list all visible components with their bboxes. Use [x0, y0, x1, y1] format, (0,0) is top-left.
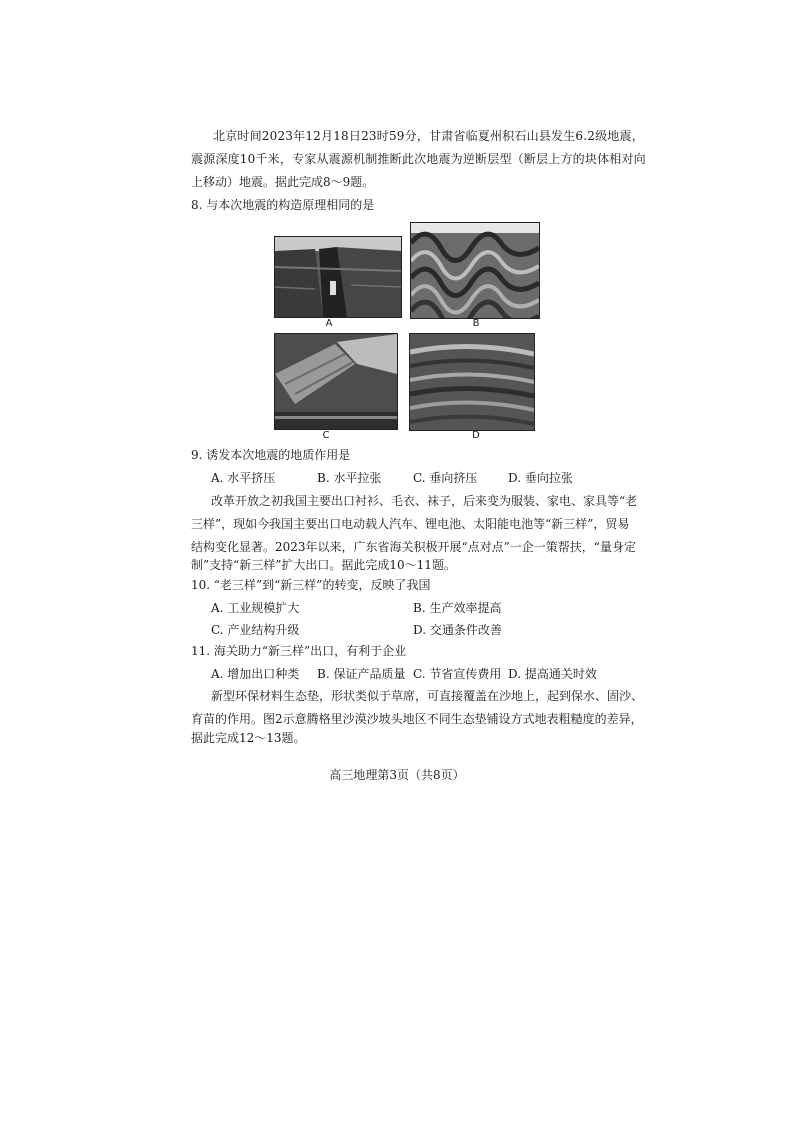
photo-a-label: A — [325, 318, 333, 329]
q10-option-b: B. 生产效率提高 — [413, 601, 502, 615]
q11-option-c: C. 节省宣传费用 — [413, 667, 502, 681]
q11-option-b: B. 保证产品质量 — [317, 667, 406, 681]
intro3-line2: 育苗的作用。图2示意腾格里沙漠沙坡头地区不同生态垫铺设方式地表粗糙度的差异， — [191, 712, 643, 726]
q11-option-a: A. 增加出口种类 — [211, 667, 300, 681]
intro2-line2: 三样”，现如今我国主要出口电动载人汽车、锂电池、太阳能电池等“新三样”，贸易 — [191, 517, 630, 531]
intro2-line3: 结构变化显著。2023年以来，广东省海关积极开展“点对点”一企一策帮扶，“量身定 — [191, 540, 636, 554]
photo-d-label: D — [472, 430, 480, 441]
q9-option-b: B. 水平拉张 — [317, 471, 382, 485]
q9-option-d: D. 垂向拉张 — [508, 471, 573, 485]
page-footer: 高三地理第3页（共8页） — [329, 768, 465, 782]
intro3-line3: 据此完成12～13题。 — [191, 731, 306, 745]
intro3-line1: 新型环保材料生态垫，形状类似于草席，可直接覆盖在沙地上，起到保水、固沙、 — [211, 689, 644, 703]
q8-stem: 8. 与本次地震的构造原理相同的是 — [191, 198, 375, 212]
intro2-line4: 制”支持“新三样”扩大出口。据此完成10～11题。 — [191, 558, 456, 572]
q9-option-c: C. 垂向挤压 — [413, 471, 478, 485]
intro1-line1: 北京时间2023年12月18日23时59分，甘肃省临夏州积石山县发生6.2级地震， — [213, 129, 644, 143]
q11-stem: 11. 海关助力“新三样”出口，有利于企业 — [191, 644, 407, 658]
intro1-line3: 上移动）地震。据此完成8～9题。 — [191, 175, 375, 189]
intro1-line2: 震源深度10千米，专家从震源机制推断此次地震为逆断层型（断层上方的块体相对向 — [191, 152, 646, 166]
q9-stem: 9. 诱发本次地震的地质作用是 — [191, 448, 351, 462]
photo-c-label: C — [322, 430, 330, 441]
q11-option-d: D. 提高通关时效 — [508, 667, 597, 681]
photo-b-folds — [410, 222, 540, 319]
photo-c-fault — [274, 333, 398, 430]
q10-option-c: C. 产业结构升级 — [211, 623, 300, 637]
intro2-line1: 改革开放之初我国主要出口衬衫、毛衣、袜子，后来变为服装、家电、家具等“老 — [211, 494, 638, 508]
photo-d-strata — [409, 333, 535, 431]
q10-stem: 10. “老三样”到“新三样”的转变，反映了我国 — [191, 578, 431, 592]
q10-option-a: A. 工业规模扩大 — [211, 601, 300, 615]
photo-a-canyon — [274, 236, 402, 318]
q10-option-d: D. 交通条件改善 — [413, 623, 502, 637]
q9-option-a: A. 水平挤压 — [211, 471, 276, 485]
photo-b-label: B — [472, 318, 480, 329]
